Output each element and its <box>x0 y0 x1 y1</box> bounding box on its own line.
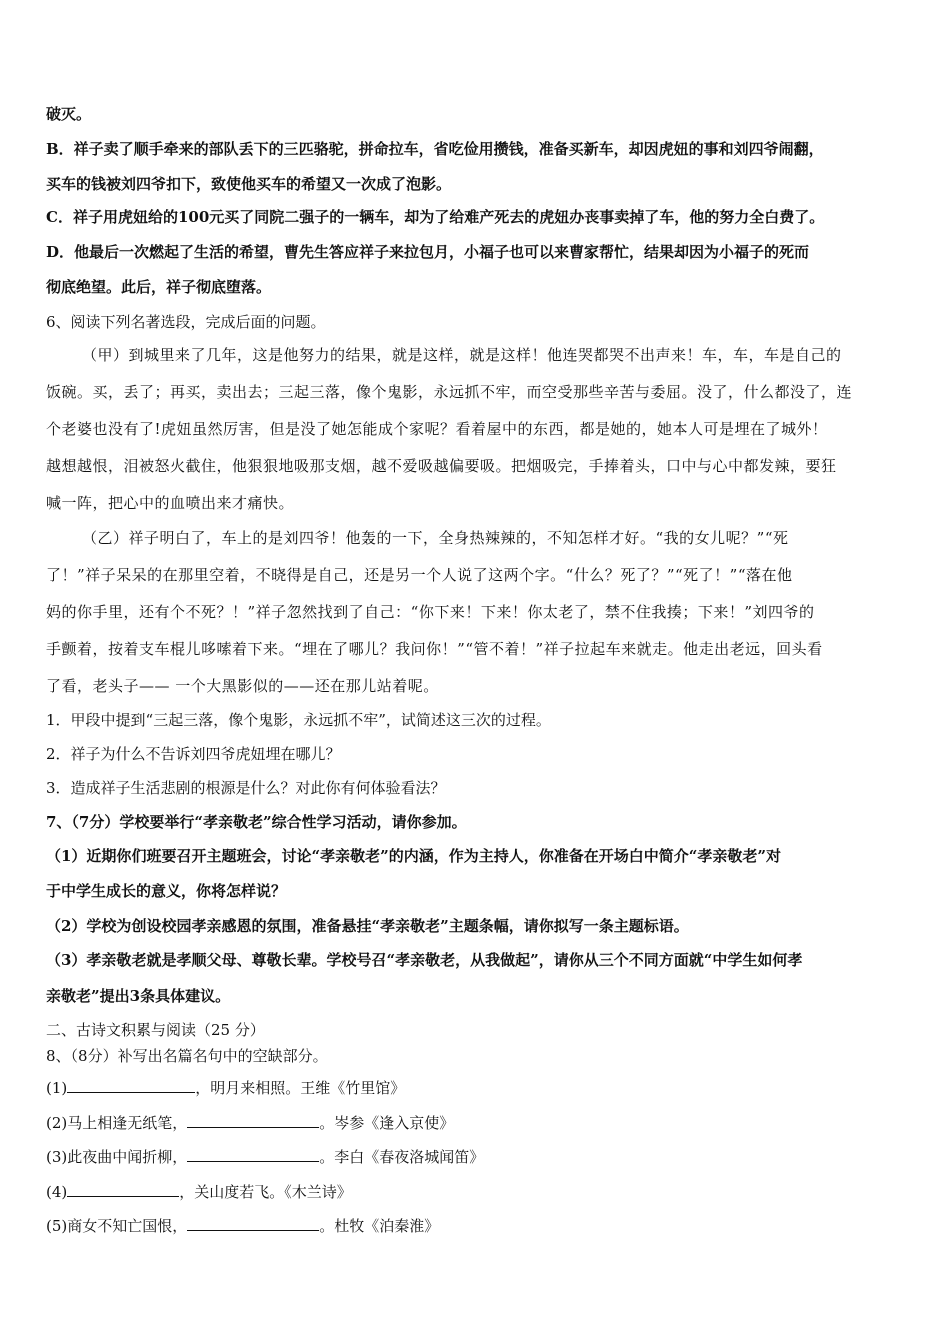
q8-item-pre: (3)此夜曲中闻折柳， <box>46 1148 188 1166</box>
q7-prompt: 7、（7分）学校要举行“孝亲敬老”综合性学习活动，请你参加。 <box>46 813 467 831</box>
q6-jia-line1: （甲）到城里来了几年，这是他努力的结果，就是这样，就是这样！他连哭都哭不出声来！车，车，车是自己的 <box>82 346 842 364</box>
q6-jia-line5: 喊一阵，把心中的血喷出来才痛快。 <box>46 494 295 512</box>
answer-blank[interactable] <box>187 1216 319 1231</box>
q5-option-a-tail: 破灭。 <box>46 105 92 123</box>
q8-item-pre: (1) <box>46 1079 68 1097</box>
answer-blank[interactable] <box>67 1182 179 1197</box>
q6-question-3: 3．造成祥子生活悲剧的根源是什么？对此你有何体验看法？ <box>46 779 446 797</box>
q5-option-b-line2: 买车的钱被刘四爷扣下，致使他买车的希望又一次成了泡影。 <box>46 175 452 193</box>
q8-item-2 <box>46 1113 908 1133</box>
q6-yi-line4: 手颤着，按着支车棍儿哆嗦着下来。“埋在了哪儿？我问你！”“管不着！”祥子拉起车来就走。他走出老远，回头看 <box>46 640 823 658</box>
q7-part2-line1: （2）学校为创设校园孝亲感恩的氛围，准备悬挂“孝亲敬老”主题条幅，请你拟写一条主题标语。 <box>46 917 689 935</box>
q6-jia-line4: 越想越恨，泪被怒火截住，他狠狠地吸那支烟，越不爱吸越偏要吸。把烟吸完，手捧着头，口中与心中都发辣，要狂 <box>46 457 837 475</box>
q8-item-3 <box>46 1147 908 1167</box>
q5-option-b-line1: B．祥子卖了顺手牵来的部队丢下的三匹骆驼，拼命拉车，省吃俭用攒钱，准备买新车，却因虎妞的事和刘四爷闹翻， <box>46 140 824 158</box>
q6-yi-line5: 了看，老头子—— 一个大黑影似的——还在那儿站着呢。 <box>46 677 439 695</box>
q8-item-pre: (5)商女不知亡国恨， <box>46 1217 188 1235</box>
q8-item-5 <box>46 1216 908 1236</box>
q6-question-1: 1．甲段中提到“三起三落，像个鬼影，永远抓不牢”，试简述这三次的过程。 <box>46 711 551 729</box>
q6-prompt: 6、阅读下列名著选段，完成后面的问题。 <box>46 313 326 331</box>
q8-item-text: ，明月来相照。王维《竹里馆》 <box>195 1079 406 1097</box>
q8-item-text: 。岑参《逢入京使》 <box>319 1114 455 1132</box>
answer-blank[interactable] <box>187 1113 319 1128</box>
q6-yi-line2: 了！”祥子呆呆的在那里空着，不晓得是自己，还是另一个人说了这两个字。“什么？死了？”“死了！”“落在他 <box>46 566 793 584</box>
q6-question-2: 2．祥子为什么不告诉刘四爷虎妞埋在哪儿？ <box>46 745 341 763</box>
q7-part3-line2: 亲敬老”提出3条具体建议。 <box>46 987 231 1005</box>
q6-jia-line2: 饭碗。买，丢了；再买，卖出去；三起三落，像个鬼影，永远抓不牢，而空受那些辛苦与委屈。没了，什么都没了，连 <box>46 383 853 401</box>
q8-item-4 <box>46 1182 908 1202</box>
q8-item-text: 。李白《春夜洛城闻笛》 <box>319 1148 485 1166</box>
answer-blank[interactable] <box>187 1147 319 1162</box>
q5-option-d-line1: D．他最后一次燃起了生活的希望，曹先生答应祥子来拉包月，小福子也可以来曹家帮忙，结果却因为小福子的死而 <box>46 243 810 261</box>
q7-part1-line1: （1）近期你们班要召开主题班会，讨论“孝亲敬老”的内涵，作为主持人，你准备在开场白中简介“孝亲敬老”对 <box>46 847 781 865</box>
section2-heading: 二、古诗文积累与阅读（25 分） <box>46 1021 265 1039</box>
q8-item-pre: (4) <box>46 1183 68 1201</box>
q8-prompt: 8、（8分）补写出名篇名句中的空缺部分。 <box>46 1047 328 1065</box>
answer-blank[interactable] <box>67 1078 195 1093</box>
q8-item-text: ，关山度若飞。《木兰诗》 <box>179 1183 352 1201</box>
q5-option-c-line1: C．祥子用虎妞给的100元买了同院二强子的一辆车，却为了给难产死去的虎妞办丧事卖掉了车，他的努力全白费了。 <box>46 208 825 226</box>
q8-item-pre: (2)马上相逢无纸笔， <box>46 1114 188 1132</box>
q6-yi-line1: （乙）祥子明白了，车上的是刘四爷！他轰的一下，全身热辣辣的，不知怎样才好。“我的女儿呢？”“死 <box>82 529 789 547</box>
q7-part3-line1: （3）孝亲敬老就是孝顺父母、尊敬长辈。学校号召“孝亲敬老，从我做起”，请你从三个不同方面就“中学生如何孝 <box>46 951 803 969</box>
q8-item-1 <box>46 1078 908 1098</box>
q5-option-d-line2: 彻底绝望。此后，祥子彻底堕落。 <box>46 278 272 296</box>
q6-yi-line3: 妈的你手里，还有个不死？！”祥子忽然找到了自己：“你下来！下来！你太老了，禁不住我揍；下来！”刘四爷的 <box>46 603 815 621</box>
q7-part1-line2: 于中学生成长的意义，你将怎样说？ <box>46 882 287 900</box>
q6-jia-line3: 个老婆也没有了!虎妞虽然厉害，但是没了她怎能成个家呢？看着屋中的东西，都是她的，她本人可是埋在了城外！ <box>46 420 828 438</box>
q8-item-text: 。杜牧《泊秦淮》 <box>319 1217 440 1235</box>
